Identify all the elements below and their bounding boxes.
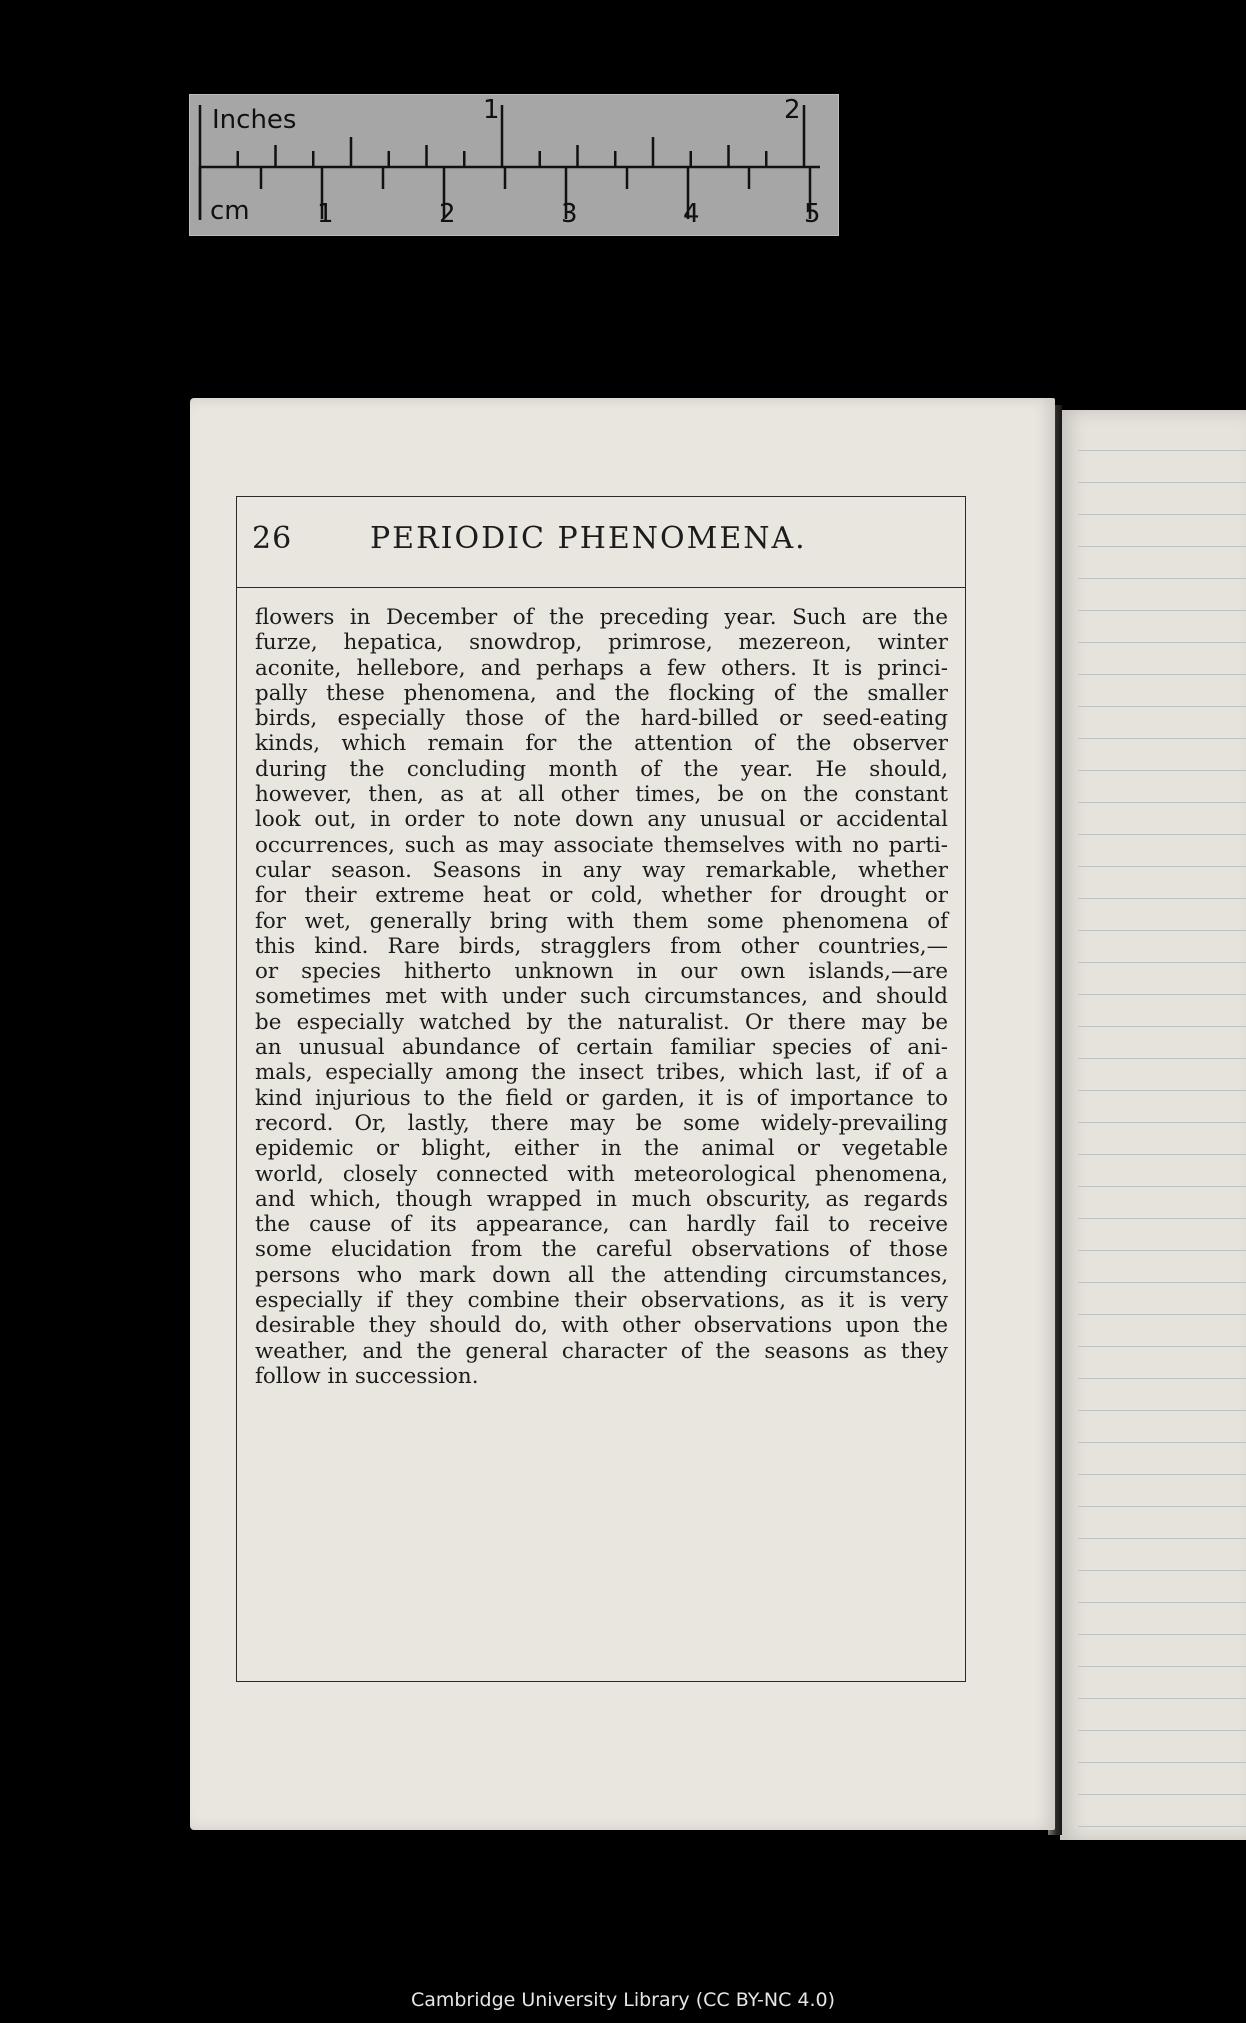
cm-label: cm (210, 196, 250, 226)
ruled-line (1078, 578, 1246, 579)
cm-mark-5: 5 (804, 199, 821, 229)
ruled-line (1078, 1762, 1246, 1763)
ruled-line (1078, 994, 1246, 995)
text-line: flowers in December of the preceding year. Such are the (255, 605, 948, 630)
text-line: record. Or, lastly, there may be some widely-prevailing (255, 1110, 948, 1136)
inch-mark-1: 1 (483, 95, 500, 125)
text-line: for wet, generally bring with them some phenomena of (255, 908, 948, 934)
ruled-line (1078, 1506, 1246, 1507)
text-line: especially if they combine their observations, as it is very (255, 1288, 948, 1314)
ruled-line (1078, 1570, 1246, 1571)
text-line: furze, hepatica, snowdrop, primrose, mezereon, winter (255, 630, 948, 656)
text-line: follow in succession. (255, 1363, 479, 1389)
ruled-line (1078, 898, 1246, 899)
text-line: occurrences, such as may associate themselves with no parti- (255, 832, 948, 858)
ruled-line (1078, 1186, 1246, 1187)
ruled-line (1078, 834, 1246, 835)
text-line: aconite, hellebore, and perhaps a few others. It is princi- (255, 655, 948, 681)
ruled-line (1078, 930, 1246, 931)
text-line: and which, though wrapped in much obscurity, as regards (255, 1186, 948, 1212)
ruled-line (1078, 1730, 1246, 1731)
ruled-line (1078, 1442, 1246, 1443)
ruled-line (1078, 1634, 1246, 1635)
ruled-line (1078, 1058, 1246, 1059)
ruled-line (1078, 866, 1246, 867)
inches-label: Inches (212, 105, 297, 135)
text-line: look out, in order to note down any unusual or accidental (255, 807, 948, 833)
ruled-line (1078, 706, 1246, 707)
ruled-line (1078, 1090, 1246, 1091)
cm-mark-3: 3 (561, 199, 578, 229)
text-line: birds, especially those of the hard-billed or seed-eating (255, 706, 948, 732)
ruled-line (1078, 1218, 1246, 1219)
ruled-line (1078, 962, 1246, 963)
ruled-line (1078, 1346, 1246, 1347)
text-line: some elucidation from the careful observations of those (255, 1237, 948, 1263)
ruled-line (1078, 1474, 1246, 1475)
ruled-line (1078, 1698, 1246, 1699)
text-line: weather, and the general character of the seasons as they (255, 1338, 948, 1364)
ruled-line (1078, 1666, 1246, 1667)
ruled-line (1078, 1410, 1246, 1411)
text-line: persons who mark down all the attending circumstances, (255, 1262, 948, 1288)
ruled-line (1078, 482, 1246, 483)
ruled-line (1078, 1154, 1246, 1155)
text-line: cular season. Seasons in any way remarkable, whether (255, 857, 948, 883)
ruled-line (1078, 1282, 1246, 1283)
text-line: epidemic or blight, either in the animal or vegetable (255, 1136, 948, 1162)
ruled-line (1078, 1122, 1246, 1123)
text-line: desirable they should do, with other observations upon the (255, 1313, 948, 1339)
cm-mark-1: 1 (317, 199, 334, 229)
image-credit: Cambridge University Library (CC BY-NC 4.0) (410, 1989, 836, 2011)
text-line: mals, especially among the insect tribes, which last, if of a (255, 1060, 948, 1086)
ruled-line (1078, 1314, 1246, 1315)
scale-ruler (189, 94, 839, 236)
ruled-line (1078, 1250, 1246, 1251)
ruled-line (1078, 1026, 1246, 1027)
body-text (255, 605, 948, 1389)
text-line: kinds, which remain for the attention of the observer (255, 731, 948, 757)
text-line: or species hitherto unknown in our own islands,—are (255, 959, 948, 985)
text-line: pally these phenomena, and the flocking of the smaller (255, 680, 948, 706)
ruled-line (1078, 642, 1246, 643)
text-line: an unusual abundance of certain familiar species of ani- (255, 1035, 948, 1061)
ruled-line (1078, 674, 1246, 675)
ruled-line (1078, 1602, 1246, 1603)
inch-mark-2: 2 (784, 95, 801, 125)
text-line: this kind. Rare birds, stragglers from other countries,— (255, 933, 948, 959)
cm-mark-2: 2 (439, 199, 456, 229)
ruled-line (1078, 1538, 1246, 1539)
cm-mark-4: 4 (683, 199, 700, 229)
text-line: for their extreme heat or cold, whether for drought or (255, 883, 948, 909)
running-head: PERIODIC PHENOMENA. (370, 521, 807, 556)
page-number: 26 (252, 521, 293, 556)
ruled-line (1078, 738, 1246, 739)
ruled-line (1078, 610, 1246, 611)
ruled-line (1078, 450, 1246, 451)
ruled-line (1078, 1794, 1246, 1795)
ruled-line (1078, 546, 1246, 547)
text-line: however, then, as at all other times, be on the constant (255, 782, 948, 808)
text-line: be especially watched by the naturalist. Or there may be (255, 1009, 948, 1035)
text-line: the cause of its appearance, can hardly fail to receive (255, 1212, 948, 1238)
ruled-line (1078, 1826, 1246, 1827)
text-line: during the concluding month of the year. He should, (255, 756, 948, 782)
text-line: sometimes met with under such circumstances, and should (255, 984, 948, 1010)
ruled-line (1078, 514, 1246, 515)
ruled-line (1078, 770, 1246, 771)
ruled-line (1078, 1378, 1246, 1379)
facing-page (1060, 410, 1246, 1840)
text-line: world, closely connected with meteorological phenomena, (255, 1161, 948, 1187)
text-line: kind injurious to the field or garden, it is of importance to (255, 1085, 948, 1111)
ruled-line (1078, 802, 1246, 803)
